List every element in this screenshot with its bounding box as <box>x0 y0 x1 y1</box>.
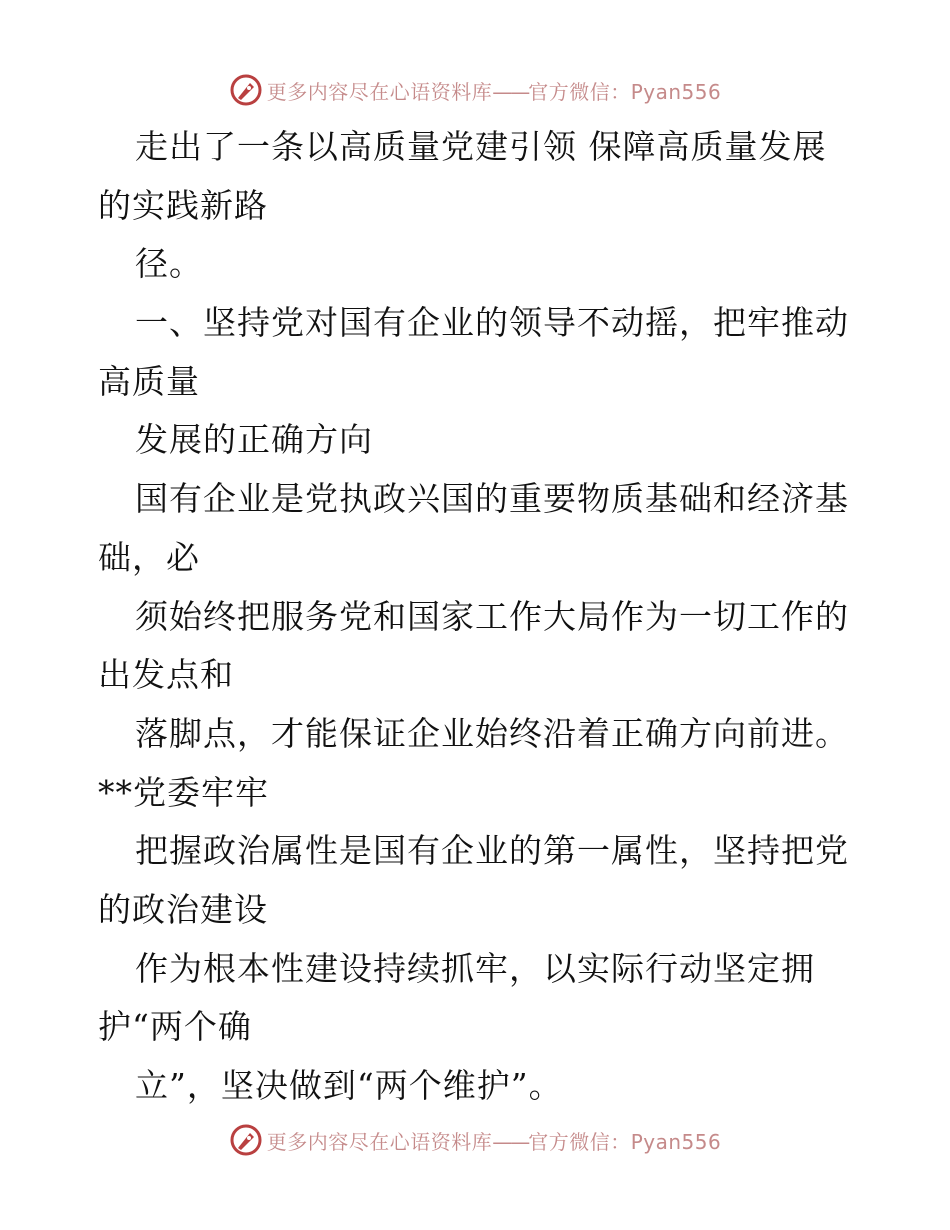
text-line: 的实践新路 <box>98 185 268 225</box>
pen-nib-circle-icon <box>229 1123 263 1157</box>
header-banner <box>0 70 950 110</box>
text-line: 立”，坚决做到“两个维护”。 <box>135 1066 563 1105</box>
text-line: 础，必 <box>98 537 200 577</box>
pen-nib-circle-icon <box>229 73 263 107</box>
text-line: 径。 <box>135 244 203 284</box>
text-line: 护“两个确 <box>98 1007 252 1047</box>
banner-text: 更多内容尽在心语资料库——官方微信：Pyan556 <box>266 1129 722 1154</box>
text-line: 落脚点，才能保证企业始终沿着正确方向前进。 <box>135 713 849 753</box>
text-line: 走出了一条以高质量党建引领 保障高质量发展 <box>135 127 827 166</box>
section-heading: 高质量 <box>98 361 200 401</box>
section-heading: 发展的正确方向 <box>135 420 373 460</box>
footer-banner <box>0 1120 950 1160</box>
text-line: 作为根本性建设持续抓牢，以实际行动坚定拥 <box>135 948 815 988</box>
text-line: 的政治建设 <box>98 889 268 929</box>
document-body <box>98 118 878 1116</box>
text-line: 国有企业是党执政兴国的重要物质基础和经济基 <box>135 479 849 519</box>
text-line: 出发点和 <box>98 655 234 695</box>
banner-text: 更多内容尽在心语资料库——官方微信：Pyan556 <box>266 79 722 104</box>
text-line: 把握政治属性是国有企业的第一属性，坚持把党 <box>135 831 849 871</box>
section-heading: 一、坚持党对国有企业的领导不动摇，把牢推动 <box>135 303 849 343</box>
text-line: **党委牢牢 <box>98 772 269 812</box>
text-line: 须始终把服务党和国家工作大局作为一切工作的 <box>135 596 849 636</box>
